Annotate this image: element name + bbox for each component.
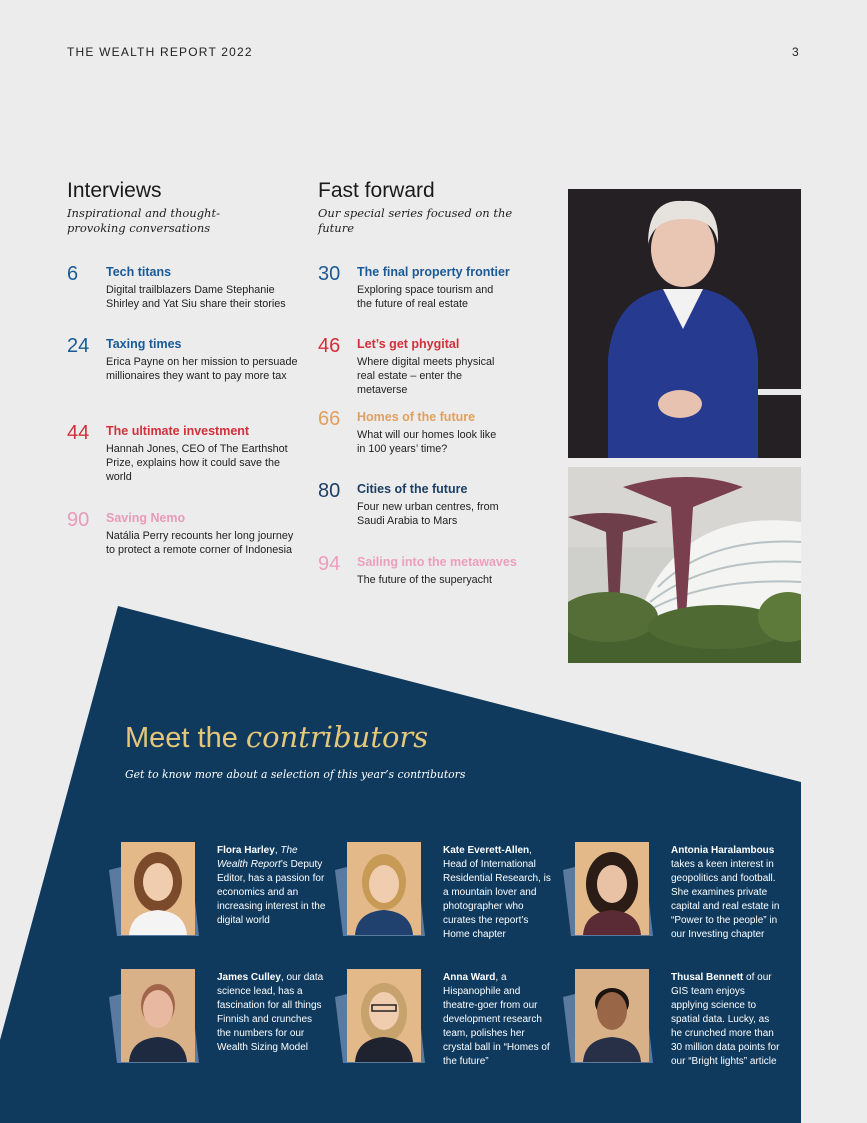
contributors-heading-italic: contributors	[245, 720, 429, 754]
page-ref-number: 80	[318, 480, 341, 502]
toc-entry-description: Where digital meets physical real estate – enter the metaverse	[357, 356, 495, 396]
toc-entry-description: Hannah Jones, CEO of The Earthshot Prize, explains how it could save the world	[106, 443, 288, 483]
contributor-card	[575, 969, 815, 1069]
toc-entry-title: Saving Nemo	[106, 511, 186, 525]
toc-entry-description: Exploring space tourism and the future of real estate	[357, 284, 494, 310]
contributor-card	[347, 842, 587, 942]
page-ref-number: 44	[67, 422, 90, 444]
page-ref-number: 30	[318, 263, 341, 285]
toc-entry-title: Tech titans	[106, 265, 172, 279]
contributor-bio: James Culley, our data science lead, has a fascination for all things Finnish and crunches the numbers for our Wealth Sizing Model	[217, 972, 324, 1053]
page-ref-number: 66	[318, 408, 341, 430]
avatar	[575, 969, 649, 1062]
fast-forward-heading: Fast forward	[318, 179, 435, 202]
toc-entry-description: The future of the superyacht	[357, 574, 493, 586]
contributor-bio: Flora Harley, The Wealth Report’s Deputy Editor, has a passion for economics and an increasing interest in the digital world	[217, 845, 326, 926]
toc-entry-title: Homes of the future	[357, 410, 476, 424]
avatar	[347, 969, 421, 1062]
contributor-bio: Kate Everett-Allen, Head of International Residential Research, is a mountain lover and photographer who curates the report’s Home chapter	[443, 845, 551, 940]
toc-entry-description: Natália Perry recounts her long journey to protect a remote corner of Indonesia	[106, 530, 294, 556]
toc-entry-title: Sailing into the metawaves	[357, 555, 517, 569]
toc-entry-title: The ultimate investment	[106, 424, 250, 438]
fast-forward-subtitle: Our special series focused on the future	[318, 206, 513, 235]
toc-entry-title: Let’s get phygital	[357, 337, 460, 351]
contributor-name: Kate Everett-Allen	[443, 845, 530, 856]
avatar	[347, 842, 421, 935]
contributor-card	[575, 842, 815, 942]
report-title: THE WEALTH REPORT 2022	[67, 45, 253, 59]
avatar	[121, 969, 195, 1062]
toc-entry-title: The final property frontier	[357, 265, 510, 279]
contributor-bio: Thusal Bennett of our GIS team enjoys applying science to spatial data. Lucky, as he crunched more than 30 million data points for our “Bright lights” article	[671, 972, 780, 1067]
contributor-card	[121, 969, 361, 1069]
interviews-subtitle: Inspirational and thought-provoking conversations	[67, 206, 220, 235]
contributors-heading	[125, 720, 428, 755]
contributor-card	[347, 969, 587, 1069]
avatar	[121, 842, 195, 935]
toc-entry-description: Digital trailblazers Dame Stephanie Shirley and Yat Siu share their stories	[106, 284, 286, 310]
avatar	[575, 842, 649, 935]
contributor-name: Flora Harley	[217, 845, 275, 856]
publication-name: The Wealth Report	[217, 845, 298, 870]
contributors-subtitle: Get to know more about a selection of this year’s contributors	[125, 768, 466, 781]
page-ref-number: 94	[318, 553, 341, 575]
contributor-name: Thusal Bennett	[671, 972, 744, 983]
toc-entry-title: Cities of the future	[357, 482, 468, 496]
page-number: 3	[792, 45, 800, 59]
page-ref-number: 6	[67, 263, 79, 285]
contributor-bio: Antonia Haralambous takes a keen interest in geopolitics and football. She examines private capital and real estate in “Power to the people” in our Investing chapter	[671, 845, 780, 940]
contributor-card	[121, 842, 361, 942]
page-ref-number: 46	[318, 335, 341, 357]
toc-entry-description: Erica Payne on her mission to persuade millionaires they want to pay more tax	[106, 356, 298, 382]
contributor-name: Antonia Haralambous	[671, 845, 775, 856]
contributor-name: James Culley	[217, 972, 281, 983]
contributors-heading-plain: Meet the	[125, 722, 238, 754]
interviews-heading: Interviews	[67, 179, 162, 202]
page-ref-number: 90	[67, 509, 90, 531]
contributor-bio: Anna Ward, a Hispanophile and theatre-goer from our development research team, polishes her crystal ball in “Homes of the future”	[443, 972, 550, 1067]
contributor-name: Anna Ward	[443, 972, 496, 983]
toc-entry-title: Taxing times	[106, 337, 182, 351]
toc-entry-description: What will our homes look like in 100 years’ time?	[357, 429, 497, 455]
page-ref-number: 24	[67, 335, 90, 357]
toc-entry-description: Four new urban centres, from Saudi Arabia to Mars	[357, 501, 499, 527]
